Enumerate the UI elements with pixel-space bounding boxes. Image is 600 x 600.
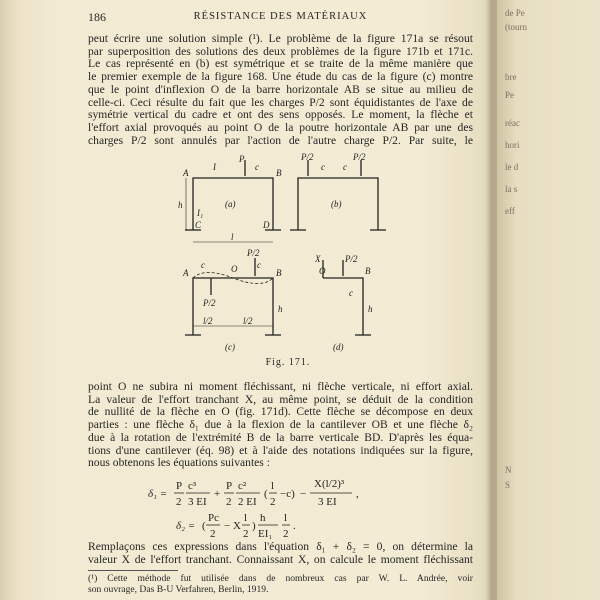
- figure-caption: Fig. 171.: [265, 357, 311, 368]
- label-O-d: O: [319, 266, 326, 276]
- svg-text:l: l: [271, 480, 275, 492]
- label-I1: I₁: [197, 208, 204, 218]
- svg-text:2: 2: [243, 528, 249, 540]
- text-line: charges P/2 sont annulés par l'action de l'autre charge P/2. Par suite, le: [88, 134, 473, 147]
- svg-text:,: ,: [356, 488, 359, 500]
- svg-text:3 EI: 3 EI: [318, 496, 337, 508]
- svg-text:c³: c³: [188, 480, 197, 492]
- text-line: point O ne subira ni moment fléchissant, ni flèche verticale, ni effort axial.: [88, 381, 473, 393]
- facing-text-fragment: Pe: [505, 90, 514, 100]
- svg-text:−c): −c): [280, 488, 295, 500]
- svg-text:Pc: Pc: [208, 512, 219, 524]
- svg-text:h: h: [260, 512, 266, 524]
- facing-text-fragment: N: [505, 465, 512, 475]
- facing-text-fragment: bre: [505, 72, 517, 82]
- label-h: h: [178, 200, 183, 210]
- frame-diagrams: [173, 150, 403, 355]
- facing-text-fragment: eff: [505, 206, 515, 216]
- svg-text:− X: − X: [224, 520, 241, 532]
- facing-text-fragment: le d: [505, 162, 519, 172]
- label-c-b2: c: [343, 162, 347, 172]
- equation-delta2-svg: [88, 511, 473, 541]
- svg-text:3 EI: 3 EI: [188, 496, 207, 508]
- facing-text-fragment: la s: [505, 184, 518, 194]
- footnote-line: son ouvrage, Das B-U Verfahren, Berlin, 1919.: [88, 584, 269, 595]
- label-O-c: O: [231, 264, 238, 274]
- label-half-l2: l/2: [243, 316, 253, 326]
- facing-text-fragment: réac: [505, 118, 520, 128]
- svg-text:2: 2: [210, 528, 216, 540]
- svg-text:−: −: [300, 488, 307, 500]
- svg-text:): ): [252, 520, 256, 532]
- svg-text:c²: c²: [238, 480, 247, 492]
- svg-text:2: 2: [283, 528, 289, 540]
- text-line: que le point d'inflexion O de la barre horizontale AB se situe au milieu de: [88, 83, 473, 96]
- figure-171: [173, 150, 403, 375]
- label-c-b1: c: [321, 162, 325, 172]
- text-line: l'effort axial provoqués au point O de la poutre horizontale AB par une des: [88, 121, 473, 134]
- text-line: par superposition des solutions des deux problèmes de la figure 171b et 171c.: [88, 45, 473, 58]
- label-P: P: [239, 154, 245, 164]
- page-number: 186: [88, 10, 106, 24]
- facing-page-edge: [497, 0, 600, 600]
- svg-text:+: +: [214, 488, 221, 500]
- paragraph-top: [88, 33, 473, 147]
- text-line: peut écrire une solution simple (¹). Le problème de la figure 171a se résout: [88, 33, 473, 45]
- svg-text:P: P: [176, 480, 183, 492]
- label-c-c2: c: [257, 260, 261, 270]
- footnote-rule: [88, 570, 178, 571]
- svg-text:l: l: [284, 512, 288, 524]
- text-line: Remplaçons ces expressions dans l'équation δ₁ + δ₂ = 0, on détermine la: [88, 541, 473, 553]
- panel-c-tag: (c): [225, 342, 235, 352]
- text-line: tions d'une cantilever (éq. 98) et à l'aide des notations indiquées sur la figure,: [88, 444, 473, 457]
- text-line: celle-ci. Ceci résulte du fait que les charges P/2 sont équidistantes de l'axe de: [88, 96, 473, 109]
- text-line: Le cas représenté en (b) est symétrique et se traite de la même manière que: [88, 58, 473, 71]
- svg-text:X(l/2)³: X(l/2)³: [314, 478, 345, 490]
- label-c: c: [255, 162, 259, 172]
- panel-b-tag: (b): [331, 199, 342, 209]
- footnote-line: (¹) Cette méthode fut utilisée dans de nombreux cas par W. L. Andrée, voir: [88, 573, 473, 584]
- svg-text:2 EI: 2 EI: [238, 496, 257, 508]
- label-I: I: [213, 162, 216, 172]
- text-line: La valeur de l'effort tranchant X, au même point, se déduit de la condition: [88, 393, 473, 406]
- label-h-c: h: [278, 304, 283, 314]
- running-title: RÉSISTANCE DES MATÉRIAUX: [193, 11, 368, 22]
- paragraph-mid: [88, 381, 473, 470]
- label-half-l1: l/2: [203, 316, 213, 326]
- svg-text:(: (: [264, 488, 268, 500]
- footnote: [88, 573, 473, 595]
- label-l: l: [231, 232, 234, 242]
- text-line: parties : une flèche δ₁ due à la flexion de la cantilever OB et une flèche δ₂: [88, 419, 473, 432]
- svg-text:2: 2: [176, 496, 182, 508]
- label-p2-b1: P/2: [301, 152, 314, 162]
- label-p2-d: P/2: [345, 254, 358, 264]
- label-p2-b2: P/2: [353, 152, 366, 162]
- label-A: A: [183, 168, 189, 178]
- svg-text:2: 2: [270, 496, 276, 508]
- facing-text-fragment: hori: [505, 140, 520, 150]
- label-B-c: B: [276, 268, 282, 278]
- label-p2-c2: P/2: [247, 248, 260, 258]
- label-C: C: [195, 220, 202, 230]
- facing-text-fragment: (tourn: [505, 22, 527, 32]
- label-p2-c1: P/2: [203, 298, 216, 308]
- svg-text:(: (: [202, 520, 206, 532]
- text-line: due à la rotation de l'extrémité B de la barre verticale BD. D'après les équa-: [88, 431, 473, 444]
- running-header: [88, 10, 473, 26]
- label-B-d: B: [365, 266, 371, 276]
- frame-d: [323, 278, 363, 335]
- text-line: nous obtenons les équations suivantes :: [88, 457, 270, 470]
- panel-a-tag: (a): [225, 199, 236, 209]
- equation-delta2: [88, 511, 473, 545]
- label-h-d: h: [368, 304, 373, 314]
- eq1-lhs: δ₁ =: [148, 488, 168, 500]
- label-A-c: A: [183, 268, 189, 278]
- text-line: le premier exemple de la figure 168. Une étude du cas de la figure (c) montre: [88, 71, 473, 84]
- svg-text:P: P: [226, 480, 233, 492]
- label-X-d: X: [315, 254, 321, 264]
- svg-text:EI₁: EI₁: [258, 528, 273, 540]
- panel-d-tag: (d): [333, 342, 344, 352]
- label-c-d: c: [349, 288, 353, 298]
- label-D: D: [263, 220, 270, 230]
- facing-text-fragment: de Pe: [505, 8, 525, 18]
- label-c-c1: c: [201, 260, 205, 270]
- label-B: B: [276, 168, 282, 178]
- paragraph-bottom-lines: [88, 541, 473, 566]
- eq2-lhs: δ₂ =: [176, 520, 196, 532]
- svg-text:l: l: [244, 512, 248, 524]
- svg-text:.: .: [293, 520, 296, 532]
- text-line: symétrie vertical du cadre et ont des sens opposés. Le moment, la flèche et: [88, 109, 473, 122]
- text-line: valeur X de l'effort tranchant. Connaissant X, on calcule le moment fléchissant: [88, 553, 473, 566]
- facing-text-fragment: S: [505, 480, 511, 490]
- text-line: de nullité de la flèche en O (fig. 171d). Cette flèche se décompose en deux: [88, 406, 473, 419]
- equation-delta1-svg: [88, 475, 473, 513]
- svg-text:2: 2: [226, 496, 232, 508]
- book-page: [88, 0, 478, 600]
